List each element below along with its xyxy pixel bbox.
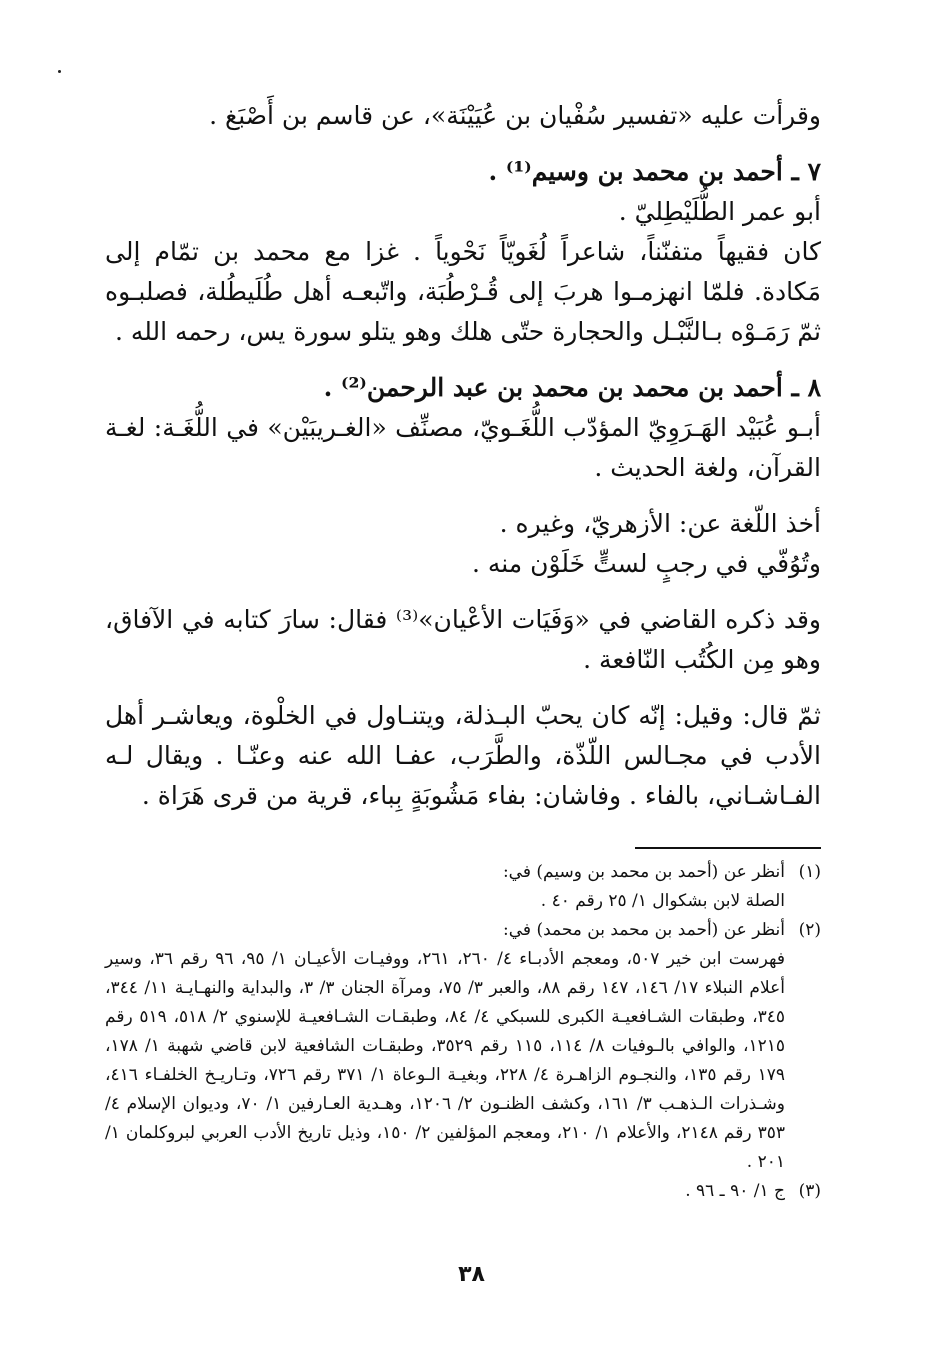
paragraph-tafsir-reading: وقرأت عليه «تفسير سُفْيان بن عُيَيْنَة»، عن قاسم بن أَصْبَغ . — [209, 101, 821, 130]
footnote-2-marker: (٢) — [798, 920, 821, 940]
footnote-3-body — [105, 1177, 785, 1206]
footnote-2-sources: فهرست ابن خير ٥٠٧، ومعجم الأدبـاء ٤/ ٢٦٠، ٢٦١، ووفيـات الأعيـان ١/ ٩٥، ٩٦ رقم ٣٦، وسير أعلام النبلاء ١٧/ ١٤٦، ١٤٧ رقم ٨٨، والعبر ٣/ ٧٥، ومرآة الجنان ٣/ ٣، والبداية والنهـايـة ١١/ ٣٤٤، ٣٤٥، وطبقات الشـافعيـة الكبرى للسبكي ٤/ ٨٤، وطبقـات الشـافعيـة للإسنوي ٢/ ٥١٨، ٥١٩ رقم ١٢١٥، والوافي بالـوفيات ٨/ ١١٤، ١١٥ رقم ٣٥٢٩، وطبقـات الشافعية لابن قاضي شهبة ١/ ١٧٨، ١٧٩ رقم ١٣٥، والنجـوم الزاهـرة ٤/ ٢٢٨، وبغيـة الـوعاة ١/ ٣٧١ رقم ٧٢٦، وتـاريـخ الخلفـاء ٤١٦، وشـذرات الـذهـب ٣/ ١٦١، وكشف الظنـون ٢/ ١٢٠٦، وهـدية العـارفين ١/ ٧٠، وديوان الإسلام ٤/ ٣٥٣ رقم ٢١٤٨، والأعلام ١/ ٢١٠، ومعجم المؤلفين ٢/ ١٥٠، وذيل تاريخ الأدب العربي لبروكلمان ١/ ٢٠١ . — [105, 949, 786, 1172]
page-number: ٣٨ — [458, 1262, 485, 1287]
footnote-3-marker: (٣) — [798, 1181, 821, 1201]
footnote-1-body — [105, 858, 785, 916]
entry-7-title: ٧ ـ أحمد بن محمد بن وسيم⁽¹⁾ . — [488, 157, 821, 186]
footnote-2-line-1: أنظر عن (أحمد بن محمد بن محمد) في: — [503, 920, 785, 940]
main-text — [105, 96, 821, 816]
entry-8-teacher: أخذ اللّغة عن: الأزهريّ، وغيره . — [499, 509, 821, 538]
footnote-separator — [635, 847, 821, 849]
entry-8-quote: ثمّ قال: وقيل: إنّه كان يحبّ البـذلة، ويتنـاول في الخلْوة، ويعاشـر أهل الأدب في مجـالس اللّذّة، والطَّرَب، عفـا الله عنه وعنّـا . ويقال لـه الفـاشـاني، بالفاء . وفاشان: بفاء مَشُوبَةٍ بِباء، قرية من قرى هَرَاة . — [105, 701, 821, 810]
footnote-3-line-1: ج ١/ ٩٠ ـ ٩٦ . — [685, 1181, 785, 1201]
entry-7-biography: كان فقيهاً متفنّناً، شاعراً لُغَويّاً نَحْوياً . غزا مع محمد بن تمّام إلى مَكادة. فلمّا انهزمـوا هربَ إلى قُـرْطُبَة، واتّبعـه أهل طُلَيطُلة، فصلبـوه ثمّ رَمَـوْه بـالنَّبْـل والحجارة حتّى هلك وهو يتلو سورة يس، رحمه الله . — [105, 237, 821, 346]
footnotes — [105, 858, 821, 1206]
entry-8-wafayat-citation: وقد ذكره القاضي في «وَفَيَات الأعْيان»⁽³⁾ فقال: سارَ كتابه في الآفاق، وهو مِن الكُتُب النّافعة . — [105, 605, 821, 674]
footnote-1 — [105, 858, 821, 916]
footnote-2 — [105, 916, 821, 1177]
footnote-2-body — [105, 916, 785, 1177]
footnote-3 — [105, 1177, 821, 1206]
footnote-1-line-2: الصلة لابن بشكوال ١/ ٢٥ رقم ٤٠ . — [540, 891, 785, 911]
footnote-1-marker: (١) — [798, 862, 821, 882]
entry-7-kunya: أبو عمر الطُّلَيْطِليّ . — [618, 197, 821, 226]
entry-8-death: وتُوُفّي في رجبٍ لستٍّ خَلَوْن منه . — [471, 549, 821, 578]
footnote-1-line-1: أنظر عن (أحمد بن محمد بن وسيم) في: — [502, 862, 785, 882]
entry-8-title: ٨ ـ أحمد بن محمد بن محمد بن عبد الرحمن⁽²⁾ . — [323, 373, 821, 402]
scan-speck — [58, 70, 61, 73]
entry-8-biography: أبـو عُبَيْد الهَـرَوِيّ المؤدّب اللُّغَـويّ، مصنِّف «الغـريبَيْن» في اللُّغَـة: لغـة القرآن، ولغة الحديث . — [105, 413, 821, 482]
